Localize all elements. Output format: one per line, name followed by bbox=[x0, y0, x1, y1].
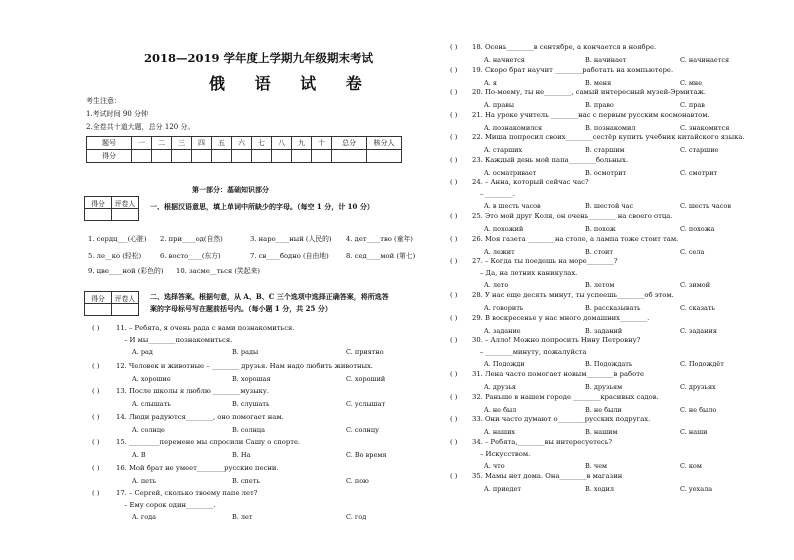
option-a[interactable]: A. начнется bbox=[484, 56, 525, 64]
question-text: 13. После школы я люблю ________музыку. bbox=[116, 387, 270, 395]
option-a[interactable]: A. рад bbox=[132, 348, 153, 356]
option-a[interactable]: A. года bbox=[132, 513, 157, 521]
option-a[interactable]: A. осматривает bbox=[484, 168, 537, 177]
option-b[interactable]: B. старшим bbox=[585, 146, 625, 154]
score-table-header-cell: 七 bbox=[252, 137, 272, 150]
option-b[interactable]: B. чем bbox=[585, 461, 608, 470]
option-a[interactable]: A. слышать bbox=[132, 400, 171, 408]
score-cell[interactable] bbox=[272, 150, 292, 163]
question-text: 22. Миша попросил своих________сестёр купить учебник китайского языка. bbox=[472, 133, 745, 141]
option-b[interactable]: B. стоит bbox=[585, 247, 613, 256]
notes-line-2: 2.全卷共十道大题，总分 120 分。 bbox=[86, 123, 195, 131]
option-c[interactable]: C. знакомится bbox=[680, 123, 730, 132]
answer-paren[interactable]: ( ) bbox=[450, 234, 458, 243]
option-a[interactable]: A. старших bbox=[484, 146, 523, 154]
option-a[interactable]: A. что bbox=[484, 461, 505, 470]
option-c[interactable]: C. солнцу bbox=[346, 425, 379, 434]
answer-paren[interactable]: ( ) bbox=[450, 43, 458, 51]
question-text-line2: – Ему сорок один________. bbox=[124, 501, 216, 509]
grader-score-label: 得分 bbox=[85, 292, 112, 304]
fill-item-4: 4. дет____тво (童年) bbox=[346, 235, 413, 243]
score-cell[interactable] bbox=[172, 150, 192, 163]
question-text: 34. – Ребята,________вы интересуетесь? bbox=[472, 437, 613, 446]
option-b[interactable]: B. не были bbox=[585, 405, 622, 414]
score-cell[interactable] bbox=[132, 150, 152, 163]
option-c[interactable]: C. год bbox=[346, 513, 367, 521]
grader-score-label: 得分 bbox=[85, 197, 112, 209]
option-c[interactable]: C. пою bbox=[346, 476, 369, 485]
score-table-score-row bbox=[87, 150, 402, 163]
option-b[interactable]: B. меня bbox=[585, 78, 612, 87]
grader-name-cell[interactable] bbox=[112, 304, 139, 316]
question-text: 12. Человек и животные – ________ друзья. Нам надо любить животных. bbox=[116, 361, 373, 370]
grader-box-1 bbox=[84, 196, 139, 221]
option-b[interactable]: B. право bbox=[585, 101, 614, 109]
score-cell[interactable] bbox=[367, 150, 402, 163]
answer-paren[interactable]: ( ) bbox=[92, 438, 100, 446]
option-b[interactable]: B. осмотрит bbox=[585, 168, 627, 177]
answer-paren[interactable]: ( ) bbox=[450, 313, 458, 322]
option-c[interactable]: C. старшие bbox=[680, 146, 719, 154]
option-a[interactable]: A. лето bbox=[484, 281, 509, 289]
option-b[interactable]: B. спеть bbox=[232, 476, 260, 485]
question-text-line2: – Искусством. bbox=[480, 449, 531, 458]
option-c[interactable]: C. смотрит bbox=[680, 168, 718, 177]
option-c[interactable]: C. мне bbox=[680, 78, 703, 87]
option-b[interactable]: B. рассказывать bbox=[585, 304, 641, 312]
score-cell[interactable] bbox=[232, 150, 252, 163]
question-text: 28. У нас еще десять минут, ты успеешь________об этом. bbox=[472, 291, 674, 299]
grader-score-cell[interactable] bbox=[85, 209, 112, 221]
score-cell[interactable] bbox=[312, 150, 332, 163]
option-a[interactable]: A. задание bbox=[484, 326, 521, 335]
option-c[interactable]: C. хороший bbox=[346, 374, 386, 383]
exam-subtitle: 俄 语 试 卷 bbox=[209, 74, 374, 93]
option-a[interactable]: A. не был bbox=[484, 405, 517, 414]
question-text: 18. Осень________в сентябре, а кончается в ноябре. bbox=[472, 43, 657, 51]
option-c[interactable]: C. прав bbox=[680, 101, 705, 109]
score-table-header-cell: 九 bbox=[292, 137, 312, 150]
option-c[interactable]: C. наши bbox=[680, 428, 708, 436]
option-b[interactable]: B. похож bbox=[585, 225, 616, 233]
fill-item-7: 7. св____бодно (自由地) bbox=[250, 252, 329, 260]
question-text-line2: – И мы________познакомиться. bbox=[124, 336, 233, 344]
option-b[interactable]: B. хорошая bbox=[232, 374, 271, 383]
score-table-header-cell: 二 bbox=[152, 137, 172, 150]
option-a[interactable]: A. лежит bbox=[484, 247, 515, 256]
answer-paren[interactable]: ( ) bbox=[92, 489, 100, 497]
option-b[interactable]: B. рады bbox=[232, 348, 259, 356]
question-text: 21. На уроке учитель ________нас с первым русским космонавтом. bbox=[472, 110, 710, 119]
option-b[interactable]: B. нашим bbox=[585, 428, 618, 436]
score-cell[interactable] bbox=[332, 150, 367, 163]
option-a[interactable]: A. друзья bbox=[484, 383, 516, 391]
answer-paren[interactable]: ( ) bbox=[92, 361, 100, 370]
grader-box-2 bbox=[84, 291, 139, 316]
question-text: 30. – Алло! Можно попросить Нину Петровну? bbox=[472, 336, 641, 344]
score-row-label: 得分 bbox=[87, 150, 132, 163]
answer-paren[interactable]: ( ) bbox=[92, 412, 100, 421]
option-c[interactable]: C. шесть часов bbox=[680, 202, 731, 210]
question-text: 24. – Анна, который сейчас час? bbox=[472, 178, 589, 186]
option-b[interactable]: B. лет bbox=[232, 513, 253, 521]
option-a[interactable]: A. петь bbox=[132, 476, 157, 485]
option-c[interactable]: C. похожа bbox=[680, 225, 715, 233]
question-text: 25. Это мой друг Коля, он очень________ на своего отца. bbox=[472, 212, 673, 220]
question-text: 20. По-моему, ты не________, самый интересный музей-Эрмитаж. bbox=[472, 88, 707, 96]
score-table-header-cell: 三 bbox=[172, 137, 192, 150]
answer-paren[interactable]: ( ) bbox=[450, 88, 458, 96]
option-a[interactable]: A. наших bbox=[484, 428, 516, 436]
option-c[interactable]: C. ком bbox=[680, 461, 702, 470]
score-table-header-cell: 一 bbox=[132, 137, 152, 150]
option-c[interactable]: C. села bbox=[680, 247, 705, 256]
answer-paren[interactable]: ( ) bbox=[450, 291, 458, 299]
score-table-header-row bbox=[87, 137, 402, 150]
fill-item-1: 1. сердц___(心脏) bbox=[88, 235, 147, 243]
answer-paren[interactable]: ( ) bbox=[92, 324, 100, 332]
notes-line-1: 1.考试时间 90 分钟 bbox=[86, 110, 149, 118]
left-column bbox=[84, 40, 420, 550]
option-b[interactable]: B. Подождать bbox=[585, 360, 633, 368]
option-a[interactable]: A. В bbox=[132, 451, 146, 459]
exam-title: 2018—2019 学年度上学期九年级期末考试 bbox=[144, 51, 374, 65]
score-cell[interactable] bbox=[192, 150, 212, 163]
answer-paren[interactable]: ( ) bbox=[450, 437, 458, 446]
option-c[interactable]: C. не было bbox=[680, 405, 717, 414]
score-table-header-cell: 五 bbox=[212, 137, 232, 150]
answer-paren[interactable]: ( ) bbox=[450, 133, 458, 141]
section2-title-line2: 案的字母标号写在题前括号内。（每小题 1 分，共 25 分） bbox=[150, 304, 332, 313]
option-b[interactable]: B. летом bbox=[585, 281, 615, 289]
fill-item-8: 8. сед____мой (第七) bbox=[346, 252, 416, 260]
option-c[interactable]: C. Подождёт bbox=[680, 360, 724, 368]
answer-paren[interactable]: ( ) bbox=[450, 471, 458, 480]
question-text: 19. Скоро брат научит ________работать на компьютере. bbox=[472, 65, 674, 74]
answer-paren[interactable]: ( ) bbox=[450, 336, 458, 344]
answer-paren[interactable]: ( ) bbox=[450, 110, 458, 119]
answer-paren[interactable]: ( ) bbox=[92, 463, 100, 472]
option-b[interactable]: B. заданий bbox=[585, 326, 623, 335]
question-text-line2: – ________. bbox=[480, 190, 515, 198]
question-text: 23. Каждый день мой папа________больных. bbox=[472, 155, 628, 164]
notes-heading: 考生注意： bbox=[86, 97, 121, 105]
section1-title: 一、根据汉语意思，填上单词中所缺少的字母。（每空 1 分，计 10 分） bbox=[150, 202, 374, 211]
answer-paren[interactable]: ( ) bbox=[450, 178, 458, 186]
question-text: 33. Они часто думают о________русских подругах. bbox=[472, 415, 651, 423]
question-text: 29. В воскресенье у нас много домашних________. bbox=[472, 313, 650, 322]
fill-item-6: 6. восто____(东方) bbox=[160, 252, 221, 260]
grader-score-cell[interactable] bbox=[85, 304, 112, 316]
question-text: 14. Люди радуются________, оно помогает нам. bbox=[116, 412, 284, 421]
score-cell[interactable] bbox=[212, 150, 232, 163]
fill-item-2: 2. при____од(自然) bbox=[160, 235, 223, 243]
score-table-header-cell: 总分 bbox=[332, 137, 367, 150]
answer-paren[interactable]: ( ) bbox=[450, 155, 458, 164]
option-b[interactable]: B. шестой час bbox=[585, 202, 634, 210]
answer-paren[interactable]: ( ) bbox=[450, 415, 458, 423]
answer-paren[interactable]: ( ) bbox=[450, 257, 458, 265]
answer-paren[interactable]: ( ) bbox=[92, 387, 100, 395]
section2-title: 二、选择答案。根据句意，从 A、B、C 三个选项中选择正确答案，将所选答 bbox=[150, 292, 389, 301]
option-a[interactable]: A. похожий bbox=[484, 225, 524, 233]
score-table-header-cell: 六 bbox=[232, 137, 252, 150]
option-b[interactable]: B. солнца bbox=[232, 425, 265, 434]
score-table-header-cell: 十 bbox=[312, 137, 332, 150]
score-table-header-cell: 八 bbox=[272, 137, 292, 150]
fill-item-9: 9. цве____ной (彩色的) bbox=[88, 267, 164, 275]
fill-item-3: 3. наро____ный (人民的) bbox=[250, 235, 332, 243]
answer-paren[interactable]: ( ) bbox=[450, 392, 458, 401]
option-c[interactable]: C. приятно bbox=[346, 348, 384, 356]
option-b[interactable]: B. начинает bbox=[585, 56, 627, 64]
question-text: 11. – Ребята, я очень рада с вами познакомиться. bbox=[116, 324, 295, 332]
option-c[interactable]: C. начинается bbox=[680, 56, 730, 64]
score-cell[interactable] bbox=[252, 150, 272, 163]
question-text: 27. – Когда ты поедешь на море________? bbox=[472, 257, 618, 265]
score-cell[interactable] bbox=[292, 150, 312, 163]
option-a[interactable]: A. в шесть часов bbox=[484, 202, 541, 210]
question-text: 16. Мой брат не умеет________русские песни. bbox=[116, 463, 279, 472]
option-b[interactable]: B. ходил bbox=[585, 484, 614, 493]
answer-paren[interactable]: ( ) bbox=[450, 65, 458, 74]
question-text: 26. Моя газета ________на столе, а лампа тоже стоит там. bbox=[472, 234, 679, 243]
grader-name-label: 评卷人 bbox=[112, 197, 139, 209]
option-c[interactable]: C. Во время bbox=[346, 451, 387, 459]
question-text-line2: – ________минуту, пожалуйста bbox=[480, 348, 587, 356]
option-b[interactable]: B. На bbox=[232, 451, 251, 459]
fill-item-5: 5. ле__ко (轻松) bbox=[88, 252, 142, 260]
question-text: 17. – Сергей, сколько твоему папе лет? bbox=[116, 489, 258, 497]
score-table-header-cell: 四 bbox=[192, 137, 212, 150]
score-table-header-cell: 题号 bbox=[87, 137, 132, 150]
option-a[interactable]: A. хорошие bbox=[132, 374, 171, 383]
answer-paren[interactable]: ( ) bbox=[450, 212, 458, 220]
question-text: 32. Раньше в нашем городе ________красивых садов. bbox=[472, 392, 659, 401]
score-table bbox=[86, 136, 402, 163]
option-b[interactable]: B. познакомил bbox=[585, 123, 636, 132]
question-text: 31. Лена часто помогает новым________в работе bbox=[472, 370, 645, 378]
question-text: 15. _________перемене мы спросили Сашу о спорте. bbox=[116, 438, 301, 446]
option-a[interactable]: A. правы bbox=[484, 101, 515, 109]
option-a[interactable]: A. познакомился bbox=[484, 123, 543, 132]
option-c[interactable]: C. уехала bbox=[680, 484, 713, 493]
question-text-line2: – Да, на летних каникулах. bbox=[480, 269, 578, 277]
option-a[interactable]: A. приедет bbox=[484, 484, 521, 493]
option-a[interactable]: A. говорить bbox=[484, 304, 524, 312]
option-c[interactable]: C. услышат bbox=[346, 400, 386, 408]
score-table-header-cell: 核分人 bbox=[367, 137, 402, 150]
question-text: 35. Мамы нет дома. Она________в магазин bbox=[472, 471, 623, 480]
option-c[interactable]: C. друзьях bbox=[680, 383, 716, 391]
option-a[interactable]: A. Подожди bbox=[484, 360, 525, 368]
fill-item-10: 10. засме__ться (笑起来) bbox=[176, 267, 261, 275]
option-a[interactable]: A. я bbox=[484, 78, 497, 87]
grader-name-label: 评卷人 bbox=[112, 292, 139, 304]
part1-heading: 第一部分：基础知识部分 bbox=[192, 185, 269, 194]
option-c[interactable]: C. задания bbox=[680, 326, 717, 335]
option-b[interactable]: B. друзьям bbox=[585, 383, 623, 391]
option-c[interactable]: C. зимой bbox=[680, 281, 711, 289]
score-cell[interactable] bbox=[152, 150, 172, 163]
right-column bbox=[450, 40, 786, 550]
grader-name-cell[interactable] bbox=[112, 209, 139, 221]
answer-paren[interactable]: ( ) bbox=[450, 370, 458, 378]
option-a[interactable]: A. солнце bbox=[132, 425, 165, 434]
option-c[interactable]: C. сказать bbox=[680, 304, 716, 312]
option-b[interactable]: B. слушать bbox=[232, 400, 270, 408]
